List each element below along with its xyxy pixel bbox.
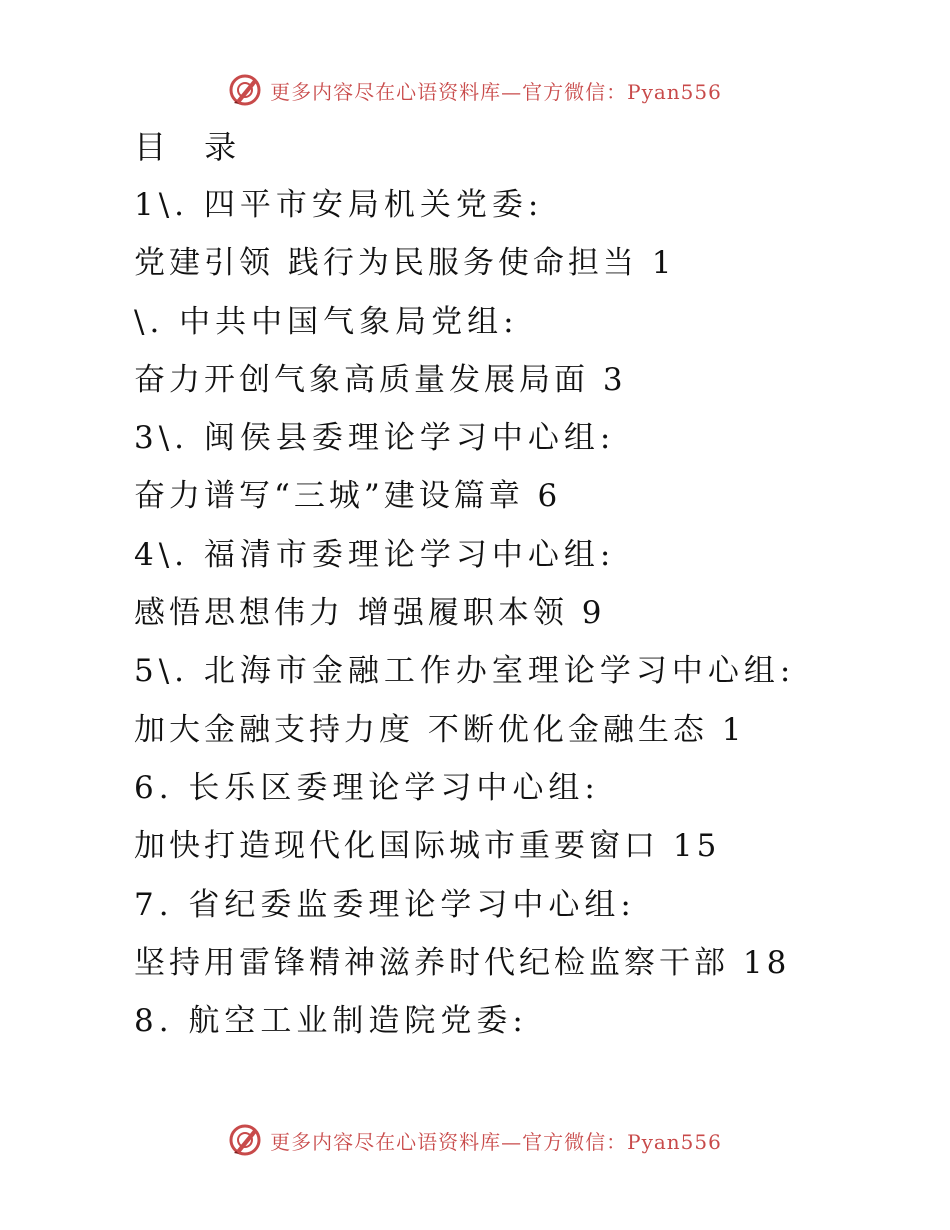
toc-entry-2-subtitle: 奋力开创气象高质量发展局面 3 — [134, 361, 627, 398]
pen-logo-icon — [228, 1123, 262, 1157]
toc-entry-1-subtitle: 党建引领 践行为民服务使命担当 1 — [134, 245, 676, 282]
toc-entry-4-heading: 4\. 福清市委理论学习中心组: — [134, 536, 616, 573]
toc-entry-7-heading: 7. 省纪委监委理论学习中心组: — [134, 886, 636, 923]
toc-entry-5-subtitle: 加大金融支持力度 不断优化金融生态 1 — [134, 711, 746, 748]
toc-entry-3-heading: 3\. 闽侯县委理论学习中心组: — [134, 420, 616, 457]
toc-entry-5-heading: 5\. 北海市金融工作办室理论学习中心组: — [134, 653, 796, 690]
watermark-text: 更多内容尽在心语资料库—官方微信：Pyan556 — [270, 1129, 722, 1154]
toc-entry-1-heading: 1\. 四平市安局机关党委: — [134, 187, 544, 223]
toc-entry-7-subtitle: 坚持用雷锋精神滋养时代纪检监察干部 18 — [134, 944, 791, 981]
toc-entry-6-heading: 6. 长乐区委理论学习中心组: — [134, 769, 600, 806]
watermark-text: 更多内容尽在心语资料库—官方微信：Pyan556 — [270, 79, 722, 104]
toc-title: 目 录 — [134, 128, 251, 166]
pen-logo-icon — [228, 73, 262, 107]
watermark-footer — [0, 1120, 950, 1160]
toc-entry-8-heading: 8. 航空工业制造院党委: — [134, 1003, 528, 1040]
watermark-header — [0, 70, 950, 110]
table-of-contents — [134, 118, 914, 1050]
toc-entry-3-subtitle: 奋力谱写“三城”建设篇章 6 — [134, 478, 562, 515]
toc-entry-4-subtitle: 感悟思想伟力 增强履职本领 9 — [134, 595, 606, 632]
toc-entry-2-heading: \. 中共中国气象局党组: — [134, 303, 519, 340]
toc-entry-6-subtitle: 加快打造现代化国际城市重要窗口 15 — [134, 828, 721, 865]
